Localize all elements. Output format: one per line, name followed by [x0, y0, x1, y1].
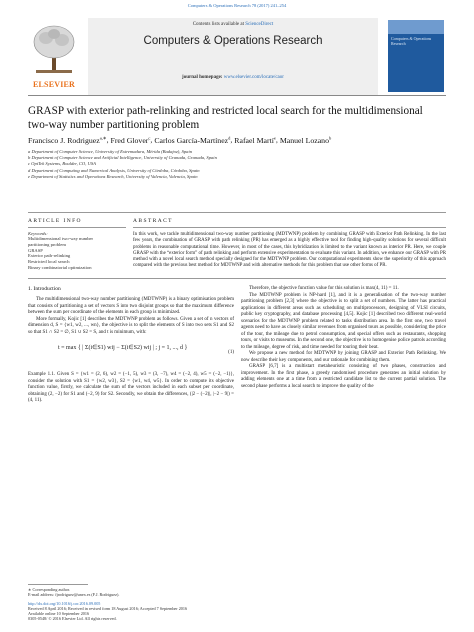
equation-number: (1) [228, 350, 234, 355]
homepage-link[interactable]: www.elsevier.com/locate/caor [223, 75, 284, 80]
elsevier-wordmark: ELSEVIER [32, 80, 76, 89]
divider [28, 278, 446, 279]
article-title: GRASP with exterior path-relinking and restricted local search for the multidimensional two-way number partitioning problem [28, 105, 423, 131]
elsevier-tree-icon [28, 22, 80, 78]
divider [28, 584, 88, 585]
abstract [133, 218, 446, 270]
author-list: Francisco J. Rodriguez$^{a,∗}$, Fred Glover$^c$, Carlos García-Martínez$^d$, Rafael Martí$^e$, Manuel Lozano$^b$ [28, 135, 332, 145]
affiliation: e Department of Statistics and Operations Research, University of Valencia, Valencia, Spain [28, 173, 198, 179]
article-info-heading: ARTICLE INFO [28, 218, 82, 224]
affiliation: b Department of Computer Science and Artificial Intelligence, University of Granada, Granada, Spain [28, 155, 217, 161]
equation [28, 342, 234, 366]
journal-banner [88, 18, 378, 95]
sciencedirect-link[interactable]: ScienceDirect [245, 22, 274, 27]
keyword: Restricted local search [28, 259, 70, 265]
body-right-column [241, 286, 446, 390]
affiliation: a Department of Computer Science, University of Extremadura, Mérida (Badajoz), Spain [28, 149, 193, 154]
divider [28, 227, 126, 228]
section-heading: 1. Introduction [28, 286, 61, 292]
keyword: Exterior path-relinking [28, 253, 71, 259]
corresponding-author: ∗ Corresponding author. [28, 587, 71, 592]
footnotes [28, 584, 234, 622]
divider [133, 227, 446, 228]
homepage-prefix: journal homepage: [182, 75, 224, 80]
copyright: 0305-0548/ © 2016 Elsevier Ltd. All rights reserved. [28, 616, 117, 622]
author[interactable]: Rafael Martí$^e$ [234, 135, 276, 145]
paragraph: The multidimensional two-way number partitioning (MDTWNP) is a binary optimisation problem that consists of partitioning a set of vectors S into two disjoint groups so that the maximum difference between the sum per coordinate of the elements in each group is minimized. [28, 297, 234, 315]
paragraph: We propose a new method for MDTWNP by joining GRASP and Exterior Path Relinking. We now describe their key components, and our rationale for combining them. [241, 351, 446, 363]
abstract-heading: ABSTRACT [133, 218, 173, 224]
doi-link[interactable]: http://dx.doi.org/10.1016/j.cor.2016.09.005 [28, 600, 101, 606]
keyword: Multidimensional two-way number [28, 236, 94, 241]
elsevier-logo[interactable] [28, 22, 80, 88]
affiliations [28, 149, 446, 180]
divider [28, 212, 446, 213]
keyword: partitioning problem [28, 241, 66, 247]
email-address[interactable]: E-mail address: fjrodriguez@unex.es (F.J. Rodriguez). [28, 592, 120, 598]
journal-header [28, 18, 446, 96]
body-left-column [28, 286, 234, 405]
journal-homepage [88, 75, 378, 80]
paragraph: The MDTWNP problem is NP-hard [1], and it is a generalisation of the two-way number partitioning problem [2,3] where the objective is to split a set of numbers. The latter has practical applications in different areas such as scheduling on multiprocessors, designing of VLSI circuits, public key cryptography, and database processing [4,5]. Kojic [1] described two different real-world scenarios for the MDTWNP problem related to tasks distribution area. In the first one, two travel agents need to have as closely similar revenues from organised tours as possible, considering the price of the tour, the mileage due to petrol consumption, and special offers such as restaurants, shopping tours, or visits to museums. In the second one, the objective is to homogenise police patrols according to the mileage, degree of risk, and time needed for touring their beat. [241, 292, 446, 350]
equation-body: t = max { | Σ(i∈S1) wij − Σ(i∈S2) wij | ; j = 1, ..., d } [58, 345, 188, 351]
author[interactable]: Manuel Lozano$^b$ [279, 135, 332, 145]
journal-title: Computers & Operations Research [143, 35, 323, 47]
keywords-label: Keywords: [28, 231, 48, 236]
journal-cover-image[interactable] [388, 20, 444, 92]
author[interactable]: Francisco J. Rodriguez$^{a,∗}$ [28, 135, 107, 145]
paragraph: Example 1.1. Given S = {w1 = (2, 6), w2 = (−1, 5), w3 = (3, −7), w4 = (−2, 4), w5 = (−2, −1)}, consider the solution with S1 = {w2, w3}, S2 = {w1, w4, w5}. In order to compute its objective function value, firstly, we calculate the sum of the vectors included in each subset per coordinate, obtaining (2, −2) for S1 and (−2, 9) for S2. Secondly, we obtain the differences, (|2 − (−2)|, |−2 − 9|) = (4, 11). [28, 372, 234, 403]
contents-prefix: Contents lists available at [192, 22, 246, 27]
keyword: Binary combinatorial optimization [28, 264, 92, 270]
keyword: GRASP [28, 247, 43, 253]
author[interactable]: Carlos García-Martínez$^d$ [154, 135, 231, 145]
abstract-text: In this work, we tackle multidimensional two-way number partitioning (MDTWNP) problem by combining GRASP with Exterior Path Relinking. In the last few years, the combination of GRASP with path relinking (PR) has emerged as a highly effective tool for finding high-quality solutions for several difficult problems in reasonable computational time. However, in most of the cases, this hybridization is limited to the variant known as interior PR. Here, we couple GRASP with the “exterior form” of path relinking and perform extensive experimentation to evaluate this variant. In addition, we enhance our GRASP with PR method with a novel local search method specially designed for the MDTWNP problem. Our computational experiments show the superiority of this approach compared with the previous best method for MDTWNP and with alternative methods for this problem that use other forms of PR. [133, 232, 446, 269]
cover-title: Computers & Operations Research [391, 36, 432, 46]
author[interactable]: Fred Glover$^c$ [110, 135, 151, 145]
affiliation: c OptTek Systems, Boulder, CO, USA [28, 161, 96, 167]
journal-citation[interactable]: Computers & Operations Research 78 (2017) 241–254 [187, 3, 287, 8]
paragraph: More formally, Kojic [1] describes the MDTWNP problem as follows. Given a set of n vectors of dimension d, S = {w1, w2, ..., wn}, the objective is to split the elements of S into two sets S1 and S2 so that S1 ∩ S2 = ∅, S1 ∪ S2 = S, and t is minimum, with: [28, 316, 234, 335]
dates: Received 8 April 2016; Received in revised form 18 August 2016; Accepted 7 September 2016 [28, 605, 188, 611]
affiliation: d Department of Computing and Numerical Analysis, University of Córdoba, Córdoba, Spain [28, 167, 200, 173]
contents-line [88, 22, 378, 27]
article-info [28, 218, 126, 271]
paragraph: GRASP [6,7] is a multistart metaheuristic consisting of two phases, construction and improvement. In the first phase, a greedy randomised procedure generates an initial solution by adding elements one at a time from a restricted candidate list to the current partial solution. The second phase performs a local search to improve the quality of the [241, 364, 446, 389]
paragraph: Therefore, the objective function value for this solution is max(4, 11) = 11. [249, 286, 399, 291]
cover-band [388, 20, 444, 34]
available-online: Available online 10 September 2016 [28, 611, 90, 617]
